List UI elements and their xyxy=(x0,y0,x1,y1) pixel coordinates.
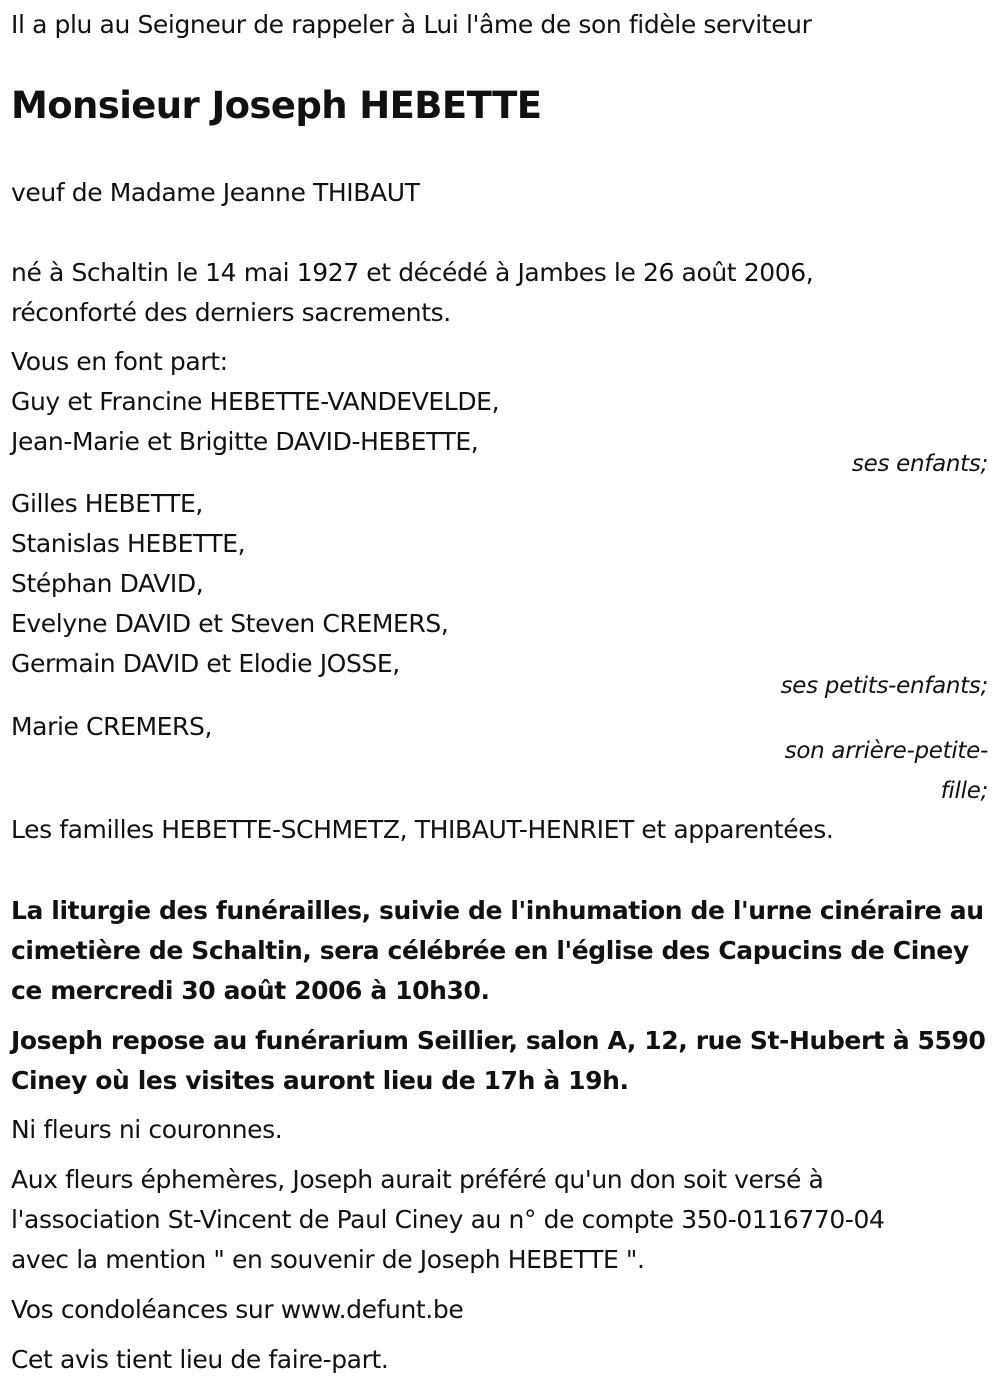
grandchild-name: Evelyne DAVID et Steven CREMERS, xyxy=(11,609,449,638)
deceased-name-title: Monsieur Joseph HEBETTE xyxy=(11,84,542,127)
funeral-line: ce mercredi 30 août 2006 à 10h30. xyxy=(11,976,490,1005)
funeral-line: La liturgie des funérailles, suivie de l'inhumation de l'urne cinéraire au xyxy=(11,896,984,925)
funerarium-details xyxy=(11,1021,988,1101)
widow-of-text: veuf de Madame Jeanne THIBAUT xyxy=(11,178,420,207)
grandchild-name: Gilles HEBETTE, xyxy=(11,489,203,518)
donation-line: avec la mention " en souvenir de Joseph HEBETTE ". xyxy=(11,1245,645,1274)
grandchild-name: Stéphan DAVID, xyxy=(11,569,204,598)
funeral-line: cimetière de Schaltin, sera célébrée en l'église des Capucins de Ciney xyxy=(11,936,969,965)
child-name: Jean-Marie et Brigitte DAVID-HEBETTE, xyxy=(11,427,479,456)
grandchildren-role-label: ses petits-enfants; xyxy=(780,673,988,699)
great-grandchildren-block xyxy=(11,707,988,811)
birth-death-line: né à Schaltin le 14 mai 1927 et décédé à Jambes le 26 août 2006, xyxy=(11,258,814,287)
grandchildren-block xyxy=(11,484,988,706)
funerarium-line: Ciney où les visites auront lieu de 17h à 19h. xyxy=(11,1066,629,1095)
grandchild-name: Stanislas HEBETTE, xyxy=(11,529,246,558)
closing-text: Cet avis tient lieu de faire-part. xyxy=(11,1345,389,1374)
donation-line: Aux fleurs éphemères, Joseph aurait préféré qu'un don soit versé à xyxy=(11,1165,824,1194)
great-grandchild-name: Marie CREMERS, xyxy=(11,712,213,741)
families-text: Les familles HEBETTE-SCHMETZ, THIBAUT-HENRIET et apparentées. xyxy=(11,815,834,844)
funeral-details xyxy=(11,891,988,1011)
donation-block xyxy=(11,1160,988,1280)
birth-death-block xyxy=(11,253,813,333)
condolences-text: Vos condoléances sur www.defunt.be xyxy=(11,1295,464,1324)
birth-death-line: réconforté des derniers sacrements. xyxy=(11,298,451,327)
funerarium-line: Joseph repose au funérarium Seillier, salon A, 12, rue St-Hubert à 5590 xyxy=(11,1026,986,1055)
children-role-label: ses enfants; xyxy=(851,451,988,477)
announcers-heading: Vous en font part: xyxy=(11,347,228,376)
children-block xyxy=(11,342,988,484)
grandchild-name: Germain DAVID et Elodie JOSSE, xyxy=(11,649,400,678)
great-grandchildren-role-label-cont: fille; xyxy=(940,778,988,804)
intro-text: Il a plu au Seigneur de rappeler à Lui l'âme de son fidèle serviteur xyxy=(11,10,812,39)
no-flowers-text: Ni fleurs ni couronnes. xyxy=(11,1115,283,1144)
donation-line: l'association St-Vincent de Paul Ciney au n° de compte 350-0116770-04 xyxy=(11,1205,885,1234)
child-name: Guy et Francine HEBETTE-VANDEVELDE, xyxy=(11,387,500,416)
great-grandchildren-role-label: son arrière-petite- xyxy=(784,738,988,764)
